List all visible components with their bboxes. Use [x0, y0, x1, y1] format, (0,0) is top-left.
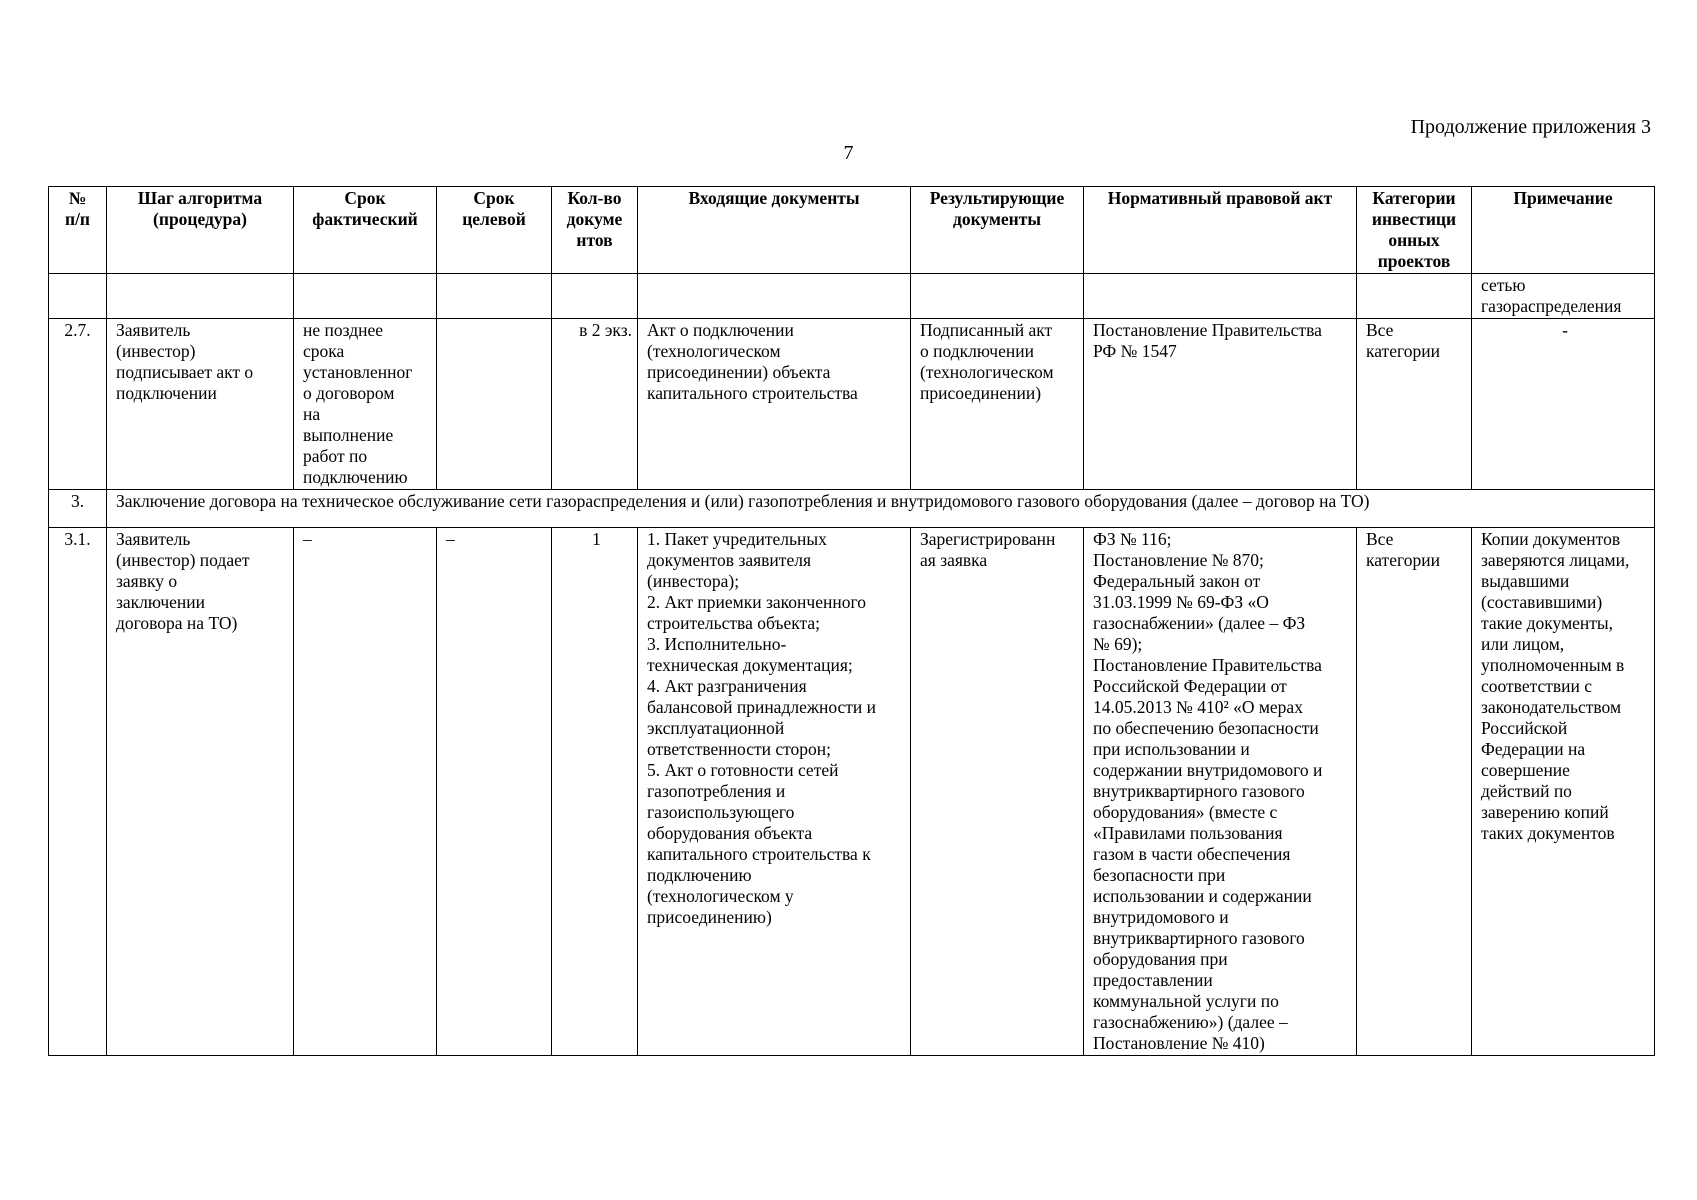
table-cell — [1357, 274, 1472, 319]
table-cell — [911, 274, 1084, 319]
page-number: 7 — [843, 142, 854, 164]
table-row-2-7 — [49, 319, 1655, 490]
section-number: 3. — [49, 490, 107, 528]
table-cell — [1084, 274, 1357, 319]
note-cell: сетью газораспределения — [1472, 274, 1655, 319]
column-header-number: № п/п — [49, 187, 107, 274]
resulting-documents-cell: Подписанный акт о подключении (технологическом присоединении) — [911, 319, 1084, 490]
document-count-cell: 1 — [552, 528, 638, 1056]
table-cell — [49, 274, 107, 319]
step-cell: Заявитель (инвестор) подписывает акт о подключении — [107, 319, 294, 490]
note-cell: Копии документов заверяются лицами, выдавшими (составившими) такие документы, или лицом, уполномоченным в соответствии с законодательством Российской Федерации на совершение действий по заверению копий таких документов — [1472, 528, 1655, 1056]
section-title: Заключение договора на техническое обслуживание сети газораспределения и (или) газопотребления и внутридомового газового оборудования (далее – договор на ТО) — [107, 490, 1655, 528]
algorithm-table — [48, 186, 1655, 1056]
column-header-term-actual: Срок фактический — [294, 187, 437, 274]
term-target-cell: – — [437, 528, 552, 1056]
legal-act-cell: Постановление Правительства РФ № 1547 — [1084, 319, 1357, 490]
incoming-documents-cell: 1. Пакет учредительных документов заявителя (инвестора); 2. Акт приемки законченного строительства объекта; 3. Исполнительно- техническая документация; 4. Акт разграничения балансовой принадлежности и эксплуатационной ответственности сторон; 5. Акт о готовности сетей газопотребления и газоиспользующего оборудования объекта капитального строительства к подключению (технологическом у присоединению) — [638, 528, 911, 1056]
legal-act-cell: ФЗ № 116; Постановление № 870; Федеральный закон от 31.03.1999 № 69-ФЗ «О газоснабжении» (далее – ФЗ № 69); Постановление Правительства Российской Федерации от 14.05.2013 № 410² «О мерах по обеспечению безопасности при использовании и содержании внутридомового и внутриквартирного газового оборудования» (вместе с «Правилами пользования газом в части обеспечения безопасности при использовании и содержании внутридомового и внутриквартирного газового оборудования при предоставлении коммунальной услуги по газоснабжению») (далее – Постановление № 410) — [1084, 528, 1357, 1056]
continuation-label: Продолжение приложения 3 — [1410, 116, 1651, 138]
table-row-continued — [49, 274, 1655, 319]
row-number: 3.1. — [49, 528, 107, 1056]
table-cell — [437, 274, 552, 319]
column-header-note: Примечание — [1472, 187, 1655, 274]
term-actual-cell: – — [294, 528, 437, 1056]
column-header-incoming-documents: Входящие документы — [638, 187, 911, 274]
table-cell — [107, 274, 294, 319]
column-header-project-categories: Категории инвестици онных проектов — [1357, 187, 1472, 274]
table-row-section-3 — [49, 490, 1655, 528]
table-cell — [638, 274, 911, 319]
project-category-cell: Все категории — [1357, 319, 1472, 490]
column-header-step: Шаг алгоритма (процедура) — [107, 187, 294, 274]
column-header-document-count: Кол-во докуме нтов — [552, 187, 638, 274]
table-cell — [294, 274, 437, 319]
resulting-documents-cell: Зарегистрированн ая заявка — [911, 528, 1084, 1056]
column-header-term-target: Срок целевой — [437, 187, 552, 274]
term-actual-cell: не позднее срока установленног о договором на выполнение работ по подключению — [294, 319, 437, 490]
project-category-cell: Все категории — [1357, 528, 1472, 1056]
step-cell: Заявитель (инвестор) подает заявку о заключении договора на ТО) — [107, 528, 294, 1056]
column-header-legal-act: Нормативный правовой акт — [1084, 187, 1357, 274]
incoming-documents-cell: Акт о подключении (технологическом присоединении) объекта капитального строительства — [638, 319, 911, 490]
column-header-resulting-documents: Результирующие документы — [911, 187, 1084, 274]
note-cell: - — [1472, 319, 1655, 490]
row-number: 2.7. — [49, 319, 107, 490]
table-header-row — [49, 187, 1655, 274]
document-count-cell: в 2 экз. — [552, 319, 638, 490]
table-row-3-1 — [49, 528, 1655, 1056]
term-target-cell — [437, 319, 552, 490]
table-cell — [552, 274, 638, 319]
